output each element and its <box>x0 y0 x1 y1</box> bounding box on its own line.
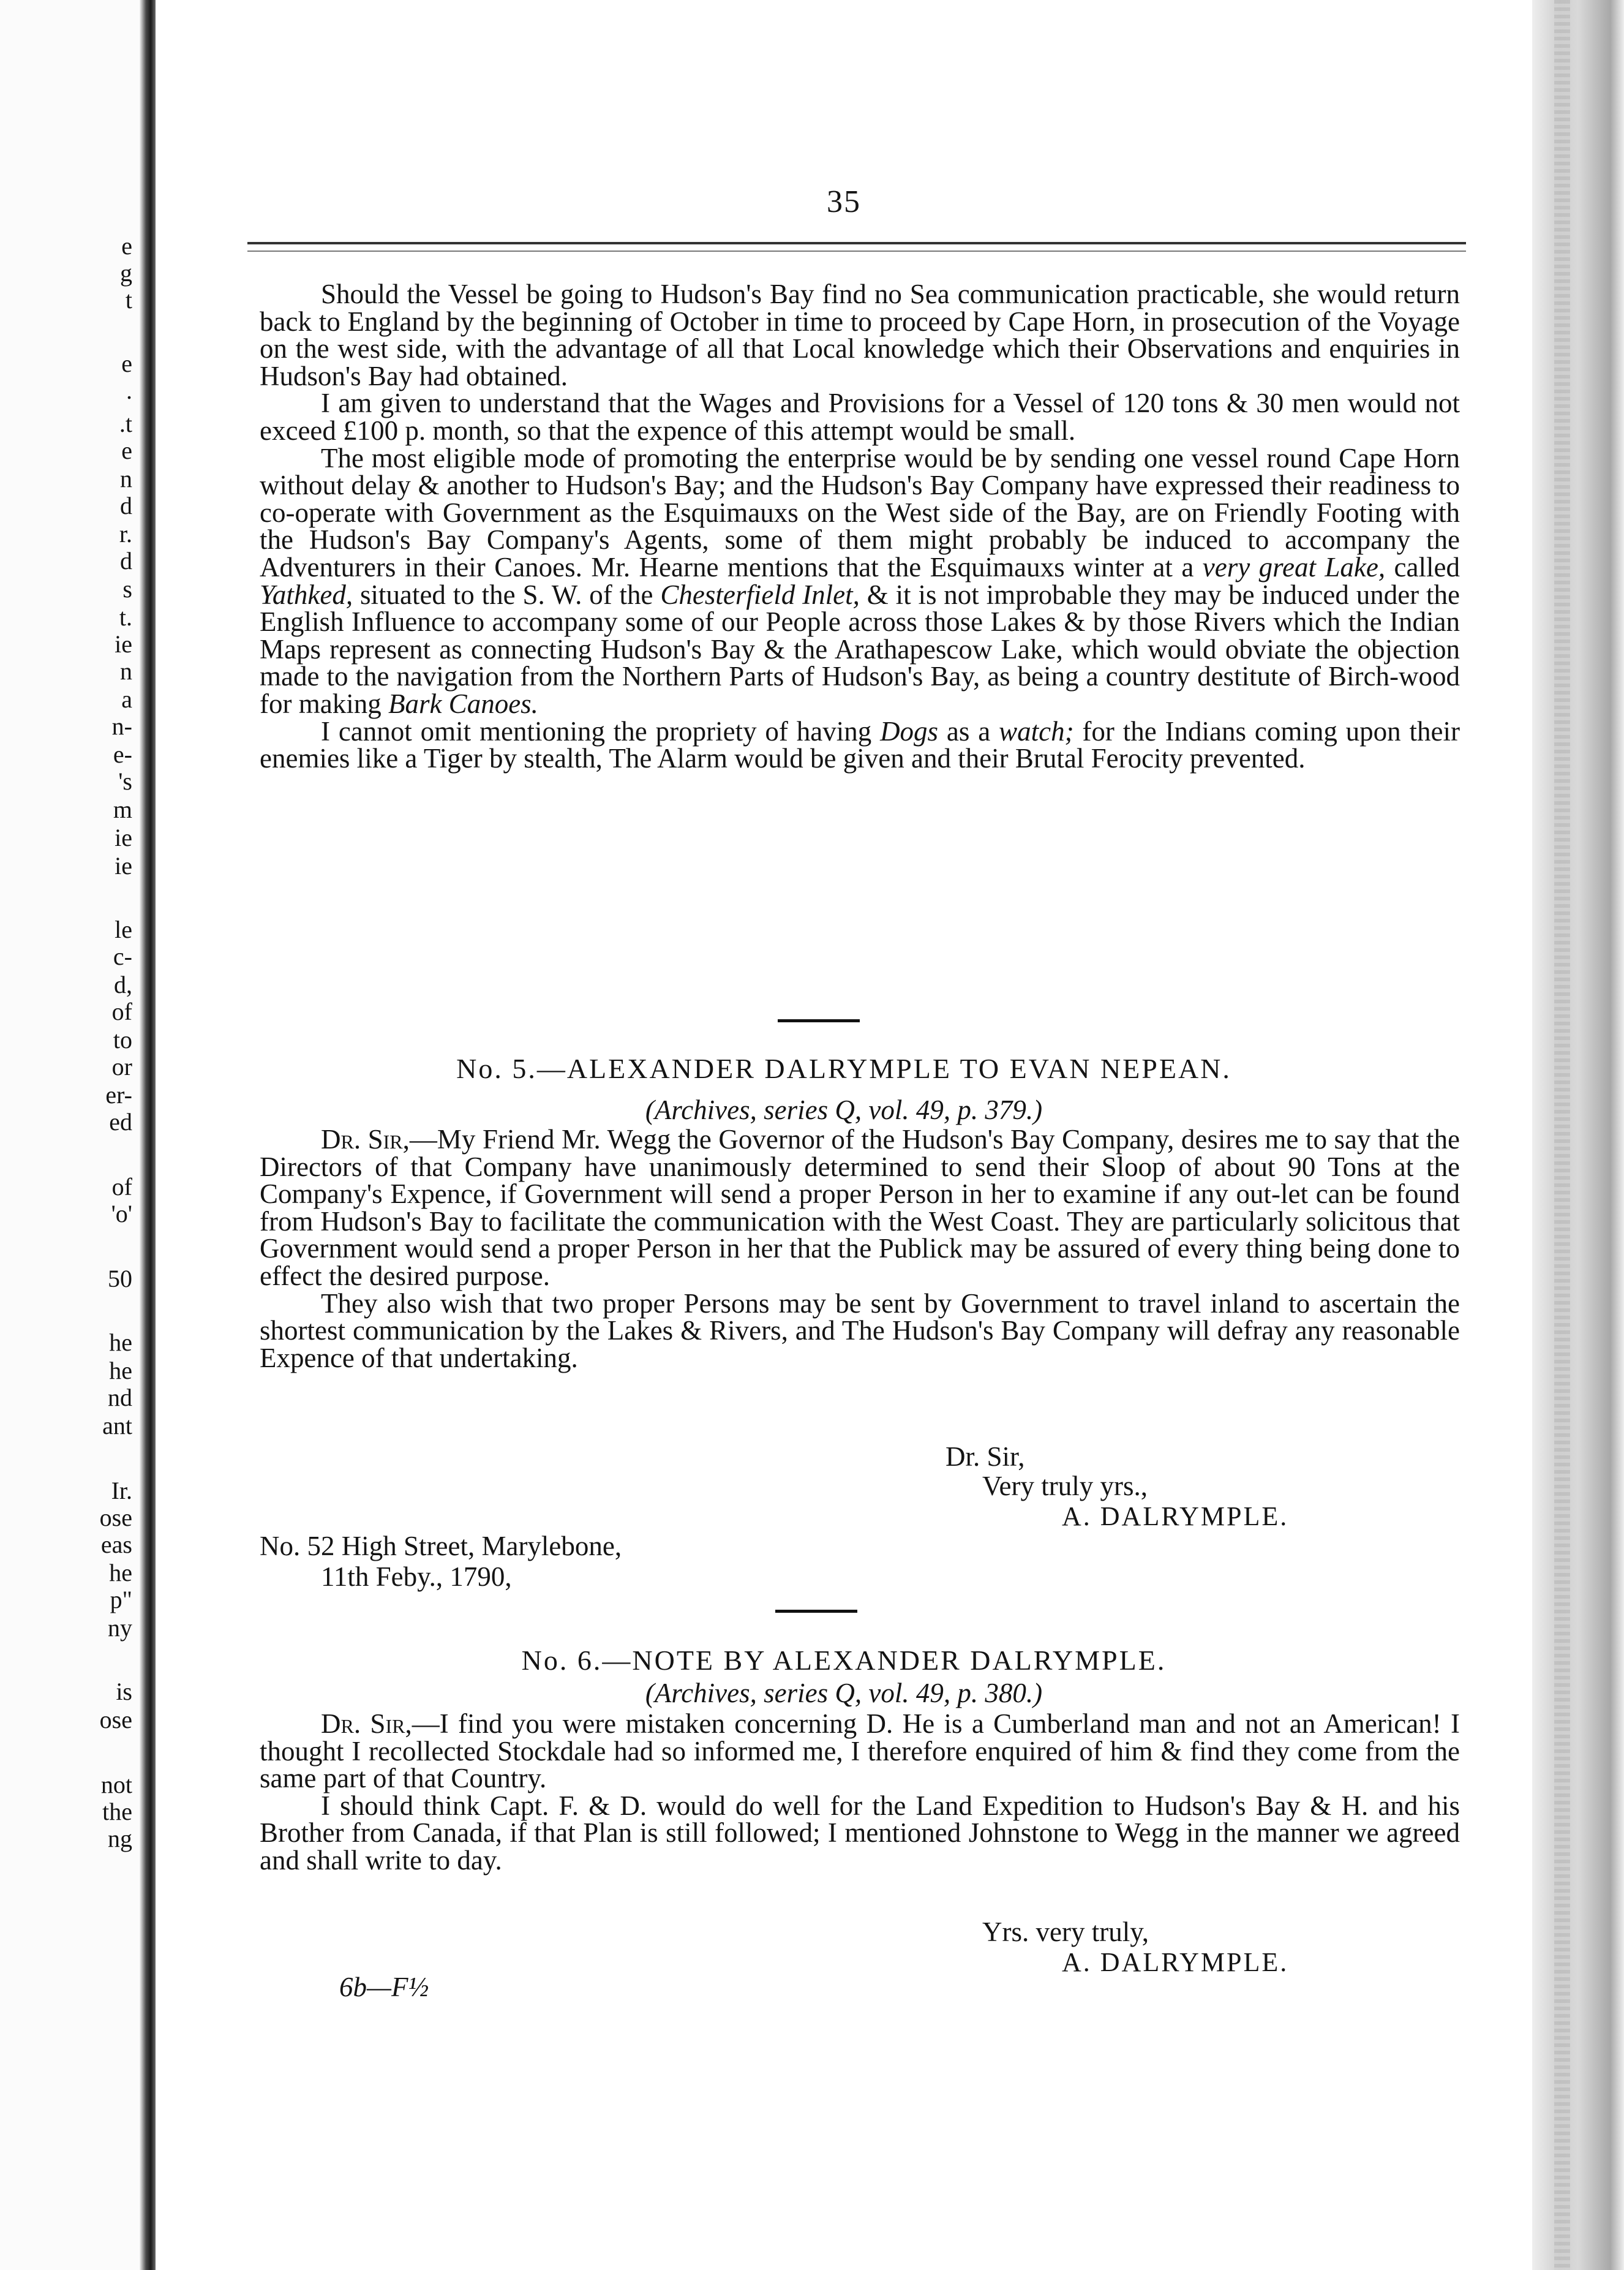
paragraph-enterprise: The most eligible mode of promoting the enterprise would be by sending one vessel round Cape Horn without delay & another to Hudson's Bay; and the Hudson's Bay Company have expressed their readiness to co-operate with Government as the Esquimauxs on the West side of the Bay, are on Friendly Footing with the Hudson's Bay Company's Agents, some of them might probably be induced to accompany the Adventurers in their Canoes. Mr. Hearne mentions that the Esquimauxs winter at a very great Lake, called Yathked, situated to the S. W. of the Chesterfield Inlet, & it is not improbable they may be induced under the English Influence to accompany some of our People across those Lakes & by those Rivers which the Indian Maps represent as connecting Hudson's Bay & the Arathapescow Lake, which would obviate the objection made to the navigation from the Northern Parts of Hudson's Bay, as being a country destitute of Birch-wood for making Bark Canoes. <box>260 442 1460 719</box>
previous-page-fragment: the <box>102 1798 132 1825</box>
previous-page-fragment: ed <box>109 1108 132 1136</box>
previous-page-fragment: le <box>115 916 132 943</box>
previous-page-fragment: n- <box>111 712 132 740</box>
previous-page-fragment: a <box>121 685 132 713</box>
section-separator <box>775 1610 857 1613</box>
letter-5-paragraph-1: Dr. Sir,—My Friend Mr. Wegg the Governor of the Hudson's Bay Company, desires me to say that the Directors of that Company have unanimously determined to send their Sloop of about 90 Tons at the Company's Expence, if Government will send a proper Person in her to examine if any out-let can be found from Hudson's Bay to facilitate the communication with the West Coast. They are particularly solicitous that Government would send a proper Person in her that the Publick may be assured of every thing being done to effect the desired purpose. <box>260 1124 1460 1291</box>
previous-page-fragment: er- <box>105 1081 132 1109</box>
previous-page-fragment: he <box>109 1357 132 1384</box>
letter-5-body <box>260 1126 1460 1371</box>
previous-page-fragment: n <box>120 657 132 685</box>
letter-5-closing-2: Very truly yrs., <box>982 1471 1148 1501</box>
previous-page-fragment: e- <box>113 741 132 768</box>
paragraph-wages: I am given to understand that the Wages and Provisions for a Vessel of 120 tons & 30 men would not exceed £100 p. month, so that the expence of this attempt would be small. <box>260 388 1460 446</box>
document-page <box>156 0 1532 2270</box>
previous-page-fragment: not <box>100 1771 132 1798</box>
previous-page-fragment: e <box>121 232 132 260</box>
letter-5-reference: (Archives, series Q, vol. 49, p. 379.) <box>645 1095 1043 1125</box>
previous-page-fragment: ie <box>115 630 132 658</box>
signature-mark: 6b—F½ <box>339 1972 429 2002</box>
emphasis-bark-canoes: Bark Canoes. <box>388 688 538 719</box>
letter-5-paragraph-2: They also wish that two proper Persons may be sent by Government to travel inland to ascertain the shortest communication by the Lakes & Rivers, and The Hudson's Bay Company will defray any reasonable Expence of that undertaking. <box>260 1288 1460 1373</box>
emphasis-yathked: Yathked, <box>260 579 353 610</box>
previous-page-fragment: ny <box>108 1614 132 1642</box>
previous-page-fragment: r. <box>119 520 132 548</box>
previous-page-fragment: s <box>122 575 132 603</box>
previous-page-fragment: ose <box>99 1504 132 1531</box>
previous-page-fragment: of <box>111 1173 132 1201</box>
previous-page-fragment: . <box>126 377 132 404</box>
paragraph-dogs: I cannot omit mentioning the propriety of having Dogs as a watch; for the Indians coming upon their enemies like a Tiger by stealth, The Alarm would be given and their Brutal Ferocity prevented. <box>260 715 1460 774</box>
letter-5-date: 11th Feby., 1790, <box>321 1561 512 1592</box>
letter-6-closing: Yrs. very truly, <box>982 1917 1149 1947</box>
emphasis-dogs: Dogs <box>880 715 939 747</box>
previous-page-fragment: m <box>113 796 132 823</box>
letter-6-signature: A. DALRYMPLE. <box>1062 1947 1289 1977</box>
letter-6-heading: No. 6.—NOTE BY ALEXANDER DALRYMPLE. <box>521 1645 1167 1676</box>
letter-5-closing-1: Dr. Sir, <box>945 1441 1025 1472</box>
previous-page-fragment: t. <box>119 603 132 631</box>
previous-page-fragment: ng <box>108 1825 132 1852</box>
previous-page-fragment: .t <box>119 410 132 437</box>
previous-page-fragment: ie <box>115 824 132 851</box>
previous-page-fragment: d <box>120 547 132 575</box>
previous-page-fragment: he <box>109 1329 132 1356</box>
previous-page-fragment: 'o' <box>111 1200 132 1227</box>
letter-6-paragraph-1: Dr. Sir,—I find you were mistaken concerning D. He is a Cumberland man and not an American! I thought I recollected Stockdale had so informed me, I therefore enquired of him & find they come from the same part of that Country. <box>260 1708 1460 1794</box>
letter-5-heading: No. 5.—ALEXANDER DALRYMPLE TO EVAN NEPEAN. <box>456 1053 1231 1084</box>
paragraph-vessel: Should the Vessel be going to Hudson's Bay find no Sea communication practicable, she would return back to England by the beginning of October in time to proceed by Cape Horn, in prosecution of the Voyage on the west side, with the advantage of all that Local knowledge which their Observations and enquiries in Hudson's Bay had obtained. <box>260 279 1460 391</box>
previous-page-fragment: nd <box>108 1384 132 1411</box>
section-separator <box>778 1019 860 1022</box>
page-stack-shadow <box>1554 0 1570 2270</box>
previous-page-fragment: g <box>120 259 132 287</box>
previous-page-fragment: d <box>120 492 132 519</box>
previous-page-fragment: n <box>120 465 132 492</box>
binding-gutter <box>140 0 156 2270</box>
letter-6-paragraph-2: I should think Capt. F. & D. would do well for the Land Expedition to Hudson's Bay & H. and his Brother from Canada, if that Plan is still followed; I mentioned Johnstone to Wegg in the manner we agreed and shall write to day. <box>260 1790 1460 1876</box>
page-number: 35 <box>827 184 861 219</box>
emphasis-watch: watch; <box>999 715 1074 747</box>
previous-page-fragment: or <box>111 1053 132 1080</box>
previous-page-fragment: eas <box>100 1531 132 1558</box>
previous-page-fragment: d, <box>114 971 132 998</box>
previous-page-fragment: e <box>121 350 132 377</box>
letter-5-salutation: Dr. Sir, <box>321 1124 410 1155</box>
previous-page-fragment: ose <box>99 1706 132 1733</box>
previous-page-fragment: he <box>109 1559 132 1586</box>
previous-page-fragment: p" <box>110 1586 132 1613</box>
continued-letter <box>260 281 1460 772</box>
previous-page-fragment: ant <box>102 1412 132 1439</box>
emphasis-chesterfield: Chesterfield Inlet, <box>660 579 860 610</box>
previous-page-fragment: is <box>116 1678 132 1705</box>
previous-page-fragment: 50 <box>108 1265 132 1292</box>
letter-6-reference: (Archives, series Q, vol. 49, p. 380.) <box>645 1678 1043 1708</box>
previous-page-fragment: c- <box>113 943 132 970</box>
letter-5-signature: A. DALRYMPLE. <box>1062 1501 1289 1531</box>
previous-page-fragment: t <box>125 286 132 314</box>
previous-page-fragment: ie <box>115 852 132 880</box>
letter-6-salutation: Dr. Sir, <box>321 1708 412 1739</box>
previous-page-fragment: Ir. <box>111 1477 132 1504</box>
letter-5-address: No. 52 High Street, Marylebone, <box>260 1531 622 1561</box>
previous-page-fragment: 's <box>118 767 132 795</box>
letter-6-body <box>260 1710 1460 1874</box>
previous-page-fragment: e <box>121 437 132 464</box>
emphasis-lake: very great Lake, <box>1202 551 1386 583</box>
previous-page-fragment: to <box>113 1026 132 1054</box>
header-rule <box>247 242 1466 252</box>
previous-page-fragment: of <box>111 998 132 1025</box>
page-stack-edge <box>1532 0 1624 2270</box>
